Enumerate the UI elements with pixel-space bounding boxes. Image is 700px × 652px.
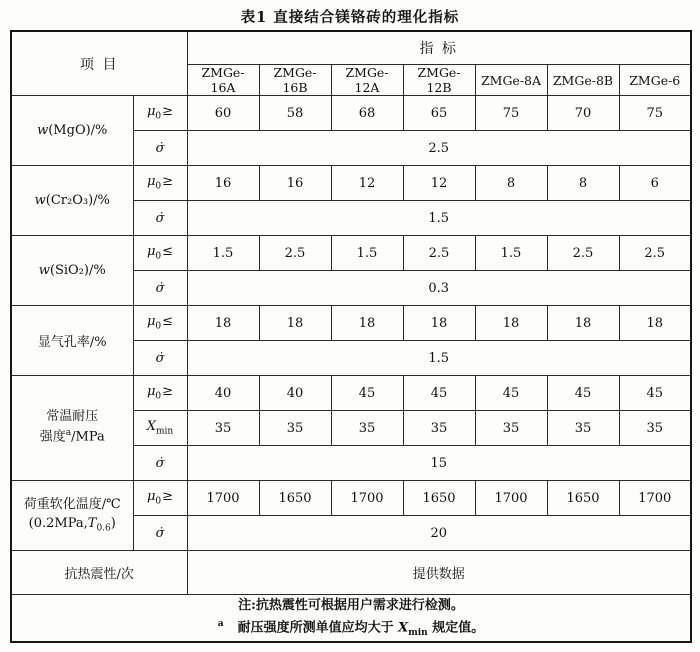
criterion-cell: $\mu_0\ge$ [133,96,187,131]
value-cell: 1650 [547,481,619,516]
criterion-cell: $X_{min}$ [133,411,187,446]
value-cell: 18 [331,306,403,341]
value-cell: 18 [187,306,259,341]
value-cell: 45 [547,376,619,411]
value-cell: 58 [259,96,331,131]
row-label-text: (MgO)/% [48,123,108,138]
criterion-cell: $\mu_0\ge$ [133,376,187,411]
mu-symbol: μ [146,384,156,400]
value-cell: 16 [259,166,331,201]
mu-symbol: μ [146,489,156,505]
footnote-marker: a [217,619,224,630]
grade-header: ZMGe-16A [187,65,259,96]
mu-symbol: μ [146,314,156,330]
mu-symbol: μ [146,244,156,260]
sigma-span-cell: 1.5 [187,341,691,376]
row-label-line1: 荷重软化温度/℃ [23,496,121,512]
mu-symbol: μ [146,104,156,120]
row-label-line2: $(0.2MPa,T_{0.6})$ [28,515,116,534]
value-cell: 45 [331,376,403,411]
value-cell: 2.5 [259,236,331,271]
indicators-header: 指 标 [187,31,691,65]
value-cell: 1.5 [331,236,403,271]
mass-fraction-symbol: w [38,263,50,278]
value-cell: 1700 [475,481,547,516]
value-cell: 1700 [187,481,259,516]
mu-symbol: μ [146,174,156,190]
row-label-line2: 强度$^a$/MPa [39,428,105,445]
sigma-symbol: σ̇ [155,140,165,156]
criterion-cell [133,131,187,166]
thermal-shock-value: 提供数据 [187,551,691,595]
value-cell: 18 [259,306,331,341]
row-label-softening [11,481,133,551]
sigma-symbol: σ̇ [155,455,165,471]
grade-header: ZMGe-16B [259,65,331,96]
criterion-cell [133,446,187,481]
row-label-text: 显气孔率/% [37,335,107,350]
value-cell: 16 [187,166,259,201]
sigma-span-cell: 15 [187,446,691,481]
grade-header: ZMGe-8A [475,65,547,96]
value-cell: 1700 [619,481,691,516]
value-cell: 18 [547,306,619,341]
note-1: 注:抗热震性可根据用户需求进行检测。 [238,598,464,613]
table-title: 表1 直接结合镁铬砖的理化指标 [240,9,460,26]
value-cell: 68 [331,96,403,131]
grade-header: ZMGe-8B [547,65,619,96]
value-cell: 1650 [259,481,331,516]
value-cell: 35 [475,411,547,446]
sigma-span-cell: 2.5 [187,131,691,166]
row-label-cr2o3 [11,166,133,236]
value-cell: 45 [475,376,547,411]
value-cell: 8 [475,166,547,201]
value-cell: 1700 [331,481,403,516]
row-label-text: (SiO₂)/% [49,263,106,278]
grade-header: ZMGe-12A [331,65,403,96]
sigma-symbol: σ̇ [155,210,165,226]
spec-table [10,30,692,643]
value-cell: 2.5 [547,236,619,271]
row-label-strength [11,376,133,481]
row-label-porosity [11,306,133,376]
criterion-cell: $\mu_0\ge$ [133,166,187,201]
value-cell: 70 [547,96,619,131]
temperature-symbol: T [87,515,97,531]
criterion-cell: $\mu_0\le$ [133,236,187,271]
criterion-cell [133,271,187,306]
value-cell: 35 [331,411,403,446]
value-cell: 1.5 [187,236,259,271]
value-cell: 75 [475,96,547,131]
value-cell: 40 [187,376,259,411]
row-label-text: (Cr₂O₃)/% [45,193,110,208]
value-cell: 18 [619,306,691,341]
value-cell: 65 [403,96,475,131]
row-label-line1: 常温耐压 [46,409,99,425]
xmin-symbol: X [146,419,157,435]
value-cell: 35 [619,411,691,446]
value-cell: 60 [187,96,259,131]
row-label-sio2 [11,236,133,306]
sigma-symbol: σ̇ [155,525,165,541]
criterion-cell [133,516,187,551]
row-label-thermal-shock: 抗热震性/次 [11,551,187,595]
value-cell: 40 [259,376,331,411]
grade-header: ZMGe-6 [619,65,691,96]
value-cell: 1.5 [475,236,547,271]
value-cell: 35 [187,411,259,446]
value-cell: 45 [403,376,475,411]
row-label-mgo [11,96,133,166]
criterion-cell [133,341,187,376]
value-cell: 6 [619,166,691,201]
note-2: $^a$ 耐压强度所测单值应均大于 $X_{min}$ 规定值。 [217,619,485,639]
value-cell: 12 [403,166,475,201]
footnote-marker: a [65,428,72,439]
sigma-symbol: σ̇ [155,280,165,296]
value-cell: 18 [475,306,547,341]
items-header: 项 目 [11,31,187,96]
value-cell: 35 [403,411,475,446]
value-cell: 1650 [403,481,475,516]
criterion-cell: $\mu_0\ge$ [133,481,187,516]
sigma-span-cell: 1.5 [187,201,691,236]
criterion-cell: $\mu_0\le$ [133,306,187,341]
mass-fraction-symbol: w [37,123,49,138]
grade-header: ZMGe-12B [403,65,475,96]
value-cell: 45 [619,376,691,411]
xmin-symbol: X [398,620,409,636]
criterion-cell [133,201,187,236]
value-cell: 75 [619,96,691,131]
value-cell: 8 [547,166,619,201]
sigma-span-cell: 20 [187,516,691,551]
value-cell: 35 [259,411,331,446]
value-cell: 35 [547,411,619,446]
sigma-span-cell: 0.3 [187,271,691,306]
sigma-symbol: σ̇ [155,350,165,366]
value-cell: 12 [331,166,403,201]
notes-cell [11,595,691,643]
value-cell: 2.5 [403,236,475,271]
value-cell: 18 [403,306,475,341]
mass-fraction-symbol: w [34,193,46,208]
value-cell: 2.5 [619,236,691,271]
